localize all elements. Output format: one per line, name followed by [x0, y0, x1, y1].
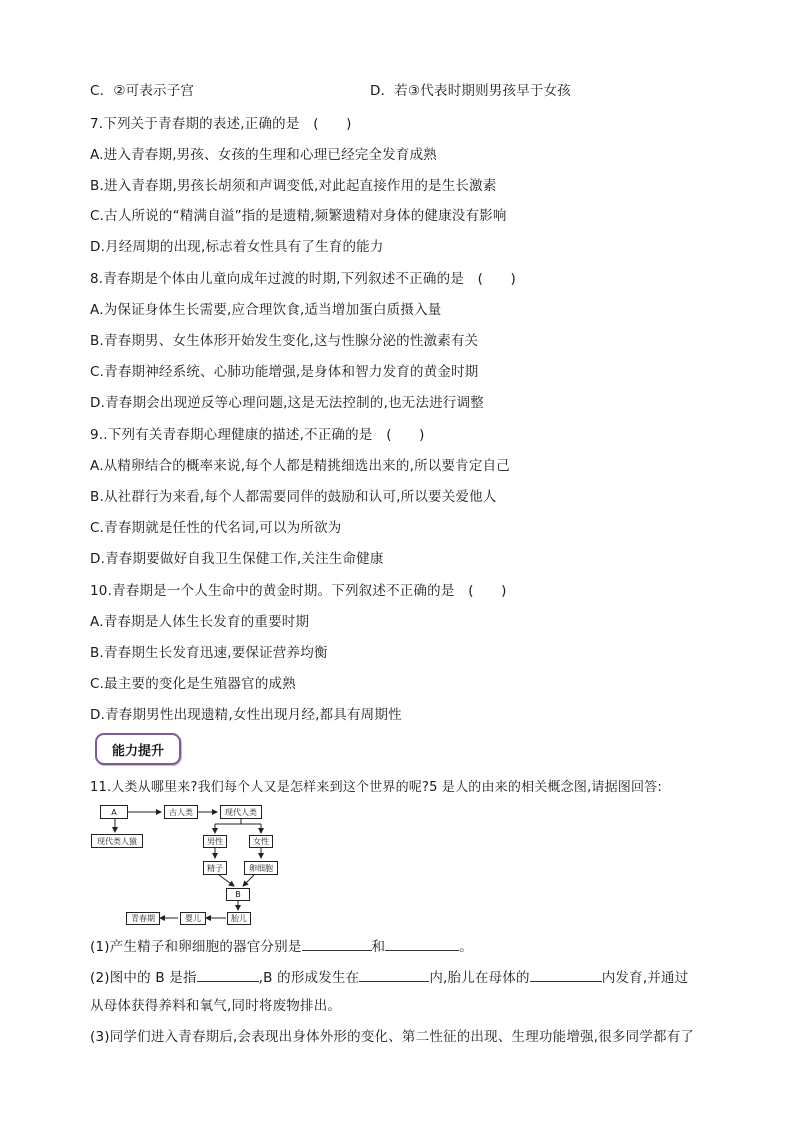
- diagram-node-female: 女性: [249, 835, 273, 848]
- question-11-stem: 11.人类从哪里来?我们每个人又是怎样来到这个世界的呢?5 是人的由来的相关概念图,请据图回答:: [90, 780, 662, 795]
- question-9-stem: 9..下列有关青春期心理健康的描述,不正确的是 ( ): [90, 427, 425, 443]
- diagram-node-modern-human: 现代人类: [220, 805, 262, 819]
- origin-concept-diagram: [88, 800, 318, 925]
- question-8-option-d: D.青春期会出现逆反等心理问题,这是无法控制的,也无法进行调整: [90, 395, 484, 411]
- sub-question-2-text-a: (2)图中的 B 是指: [90, 970, 197, 986]
- q6-option-d: D．若③代表时期则男孩早于女孩: [370, 83, 571, 99]
- sub-question-2-text-d: 内发育,并通过: [601, 970, 689, 986]
- sub-question-1-text: (1)产生精子和卵细胞的器官分别是: [90, 939, 302, 955]
- question-10-option-d: D.青春期男性出现遗精,女性出现月经,都具有周期性: [90, 707, 402, 723]
- question-7-stem: 7.下列关于青春期的表述,正确的是 ( ): [90, 116, 352, 132]
- diagram-node-egg-cell: 卵细胞: [244, 861, 278, 875]
- question-10-option-b: B.青春期生长发育迅速,要保证营养均衡: [90, 645, 328, 661]
- arrow-egg-to-b: [243, 875, 254, 886]
- arrow-sperm-to-b: [219, 875, 234, 886]
- sub-question-1: [90, 935, 473, 957]
- sub-question-1-and: 和: [371, 939, 386, 955]
- answer-blank-3[interactable]: [197, 966, 259, 982]
- diagram-node-a: A: [100, 805, 128, 819]
- question-9-option-a: A.从精卵结合的概率来说,每个人都是精挑细选出来的,所以要肯定自己: [90, 458, 510, 474]
- diagram-node-puberty: 青春期: [126, 912, 160, 925]
- sub-question-2: [90, 966, 688, 988]
- answer-blank-1[interactable]: [302, 935, 372, 951]
- answer-blank-4[interactable]: [359, 966, 429, 982]
- question-7-option-a: A.进入青春期,男孩、女孩的生理和心理已经完全发育成熟: [90, 147, 437, 163]
- question-9-option-d: D.青春期要做好自我卫生保健工作,关注生命健康: [90, 551, 384, 567]
- sub-question-2-text-c: 内,胎儿在母体的: [429, 970, 530, 986]
- answer-blank-5[interactable]: [530, 966, 602, 982]
- question-8-stem: 8.青春期是个体由儿童向成年过渡的时期,下列叙述不正确的是 ( ): [90, 271, 517, 287]
- question-7-option-b: B.进入青春期,男孩长胡须和声调变低,对此起直接作用的是生长激素: [90, 178, 497, 194]
- question-8-option-b: B.青春期男、女生体形开始发生变化,这与性腺分泌的性激素有关: [90, 333, 479, 349]
- question-8-option-a: A.为保证身体生长需要,应合理饮食,适当增加蛋白质摄入量: [90, 302, 442, 318]
- sub-question-3: (3)同学们进入青春期后,会表现出身体外形的变化、第二性征的出现、生理功能增强,很多同学都有了: [90, 1029, 695, 1045]
- sub-question-2-continued: 从母体获得养料和氧气,同时将废物排出。: [90, 998, 342, 1014]
- sub-question-2-text-b: ,B 的形成发生在: [258, 970, 360, 986]
- question-9-option-c: C.青春期就是任性的代名词,可以为所欲为: [90, 520, 342, 536]
- sub-question-1-end: 。: [459, 939, 473, 955]
- diagram-node-b: B: [226, 888, 250, 901]
- question-8-option-c: C.青春期神经系统、心肺功能增强,是身体和智力发育的黄金时期: [90, 364, 479, 380]
- question-10-stem: 10.青春期是一个人生命中的黄金时期。下列叙述不正确的是 ( ): [90, 583, 507, 599]
- diagram-node-ancient-human: 古人类: [164, 805, 198, 819]
- question-9-option-b: B.从社群行为来看,每个人都需要同伴的鼓励和认可,所以要关爱他人: [90, 489, 497, 505]
- diagram-node-modern-ape: 现代类人猿: [91, 834, 143, 848]
- diagram-node-baby: 婴儿: [180, 912, 206, 925]
- answer-blank-2[interactable]: [385, 935, 459, 951]
- question-10-option-a: A.青春期是人体生长发育的重要时期: [90, 614, 310, 630]
- question-7-option-d: D.月经周期的出现,标志着女性具有了生育的能力: [90, 239, 384, 255]
- question-10-option-c: C.最主要的变化是生殖器官的成熟: [90, 676, 296, 692]
- diagram-node-fetus: 胎儿: [227, 912, 251, 925]
- diagram-node-sperm: 精子: [203, 861, 227, 875]
- section-badge-ability: 能力提升: [95, 733, 181, 765]
- question-7-option-c: C.古人所说的“精满自溢”指的是遗精,频繁遗精对身体的健康没有影响: [90, 208, 507, 224]
- q6-option-c: C．②可表示子宫: [90, 83, 195, 99]
- diagram-node-male: 男性: [203, 835, 227, 848]
